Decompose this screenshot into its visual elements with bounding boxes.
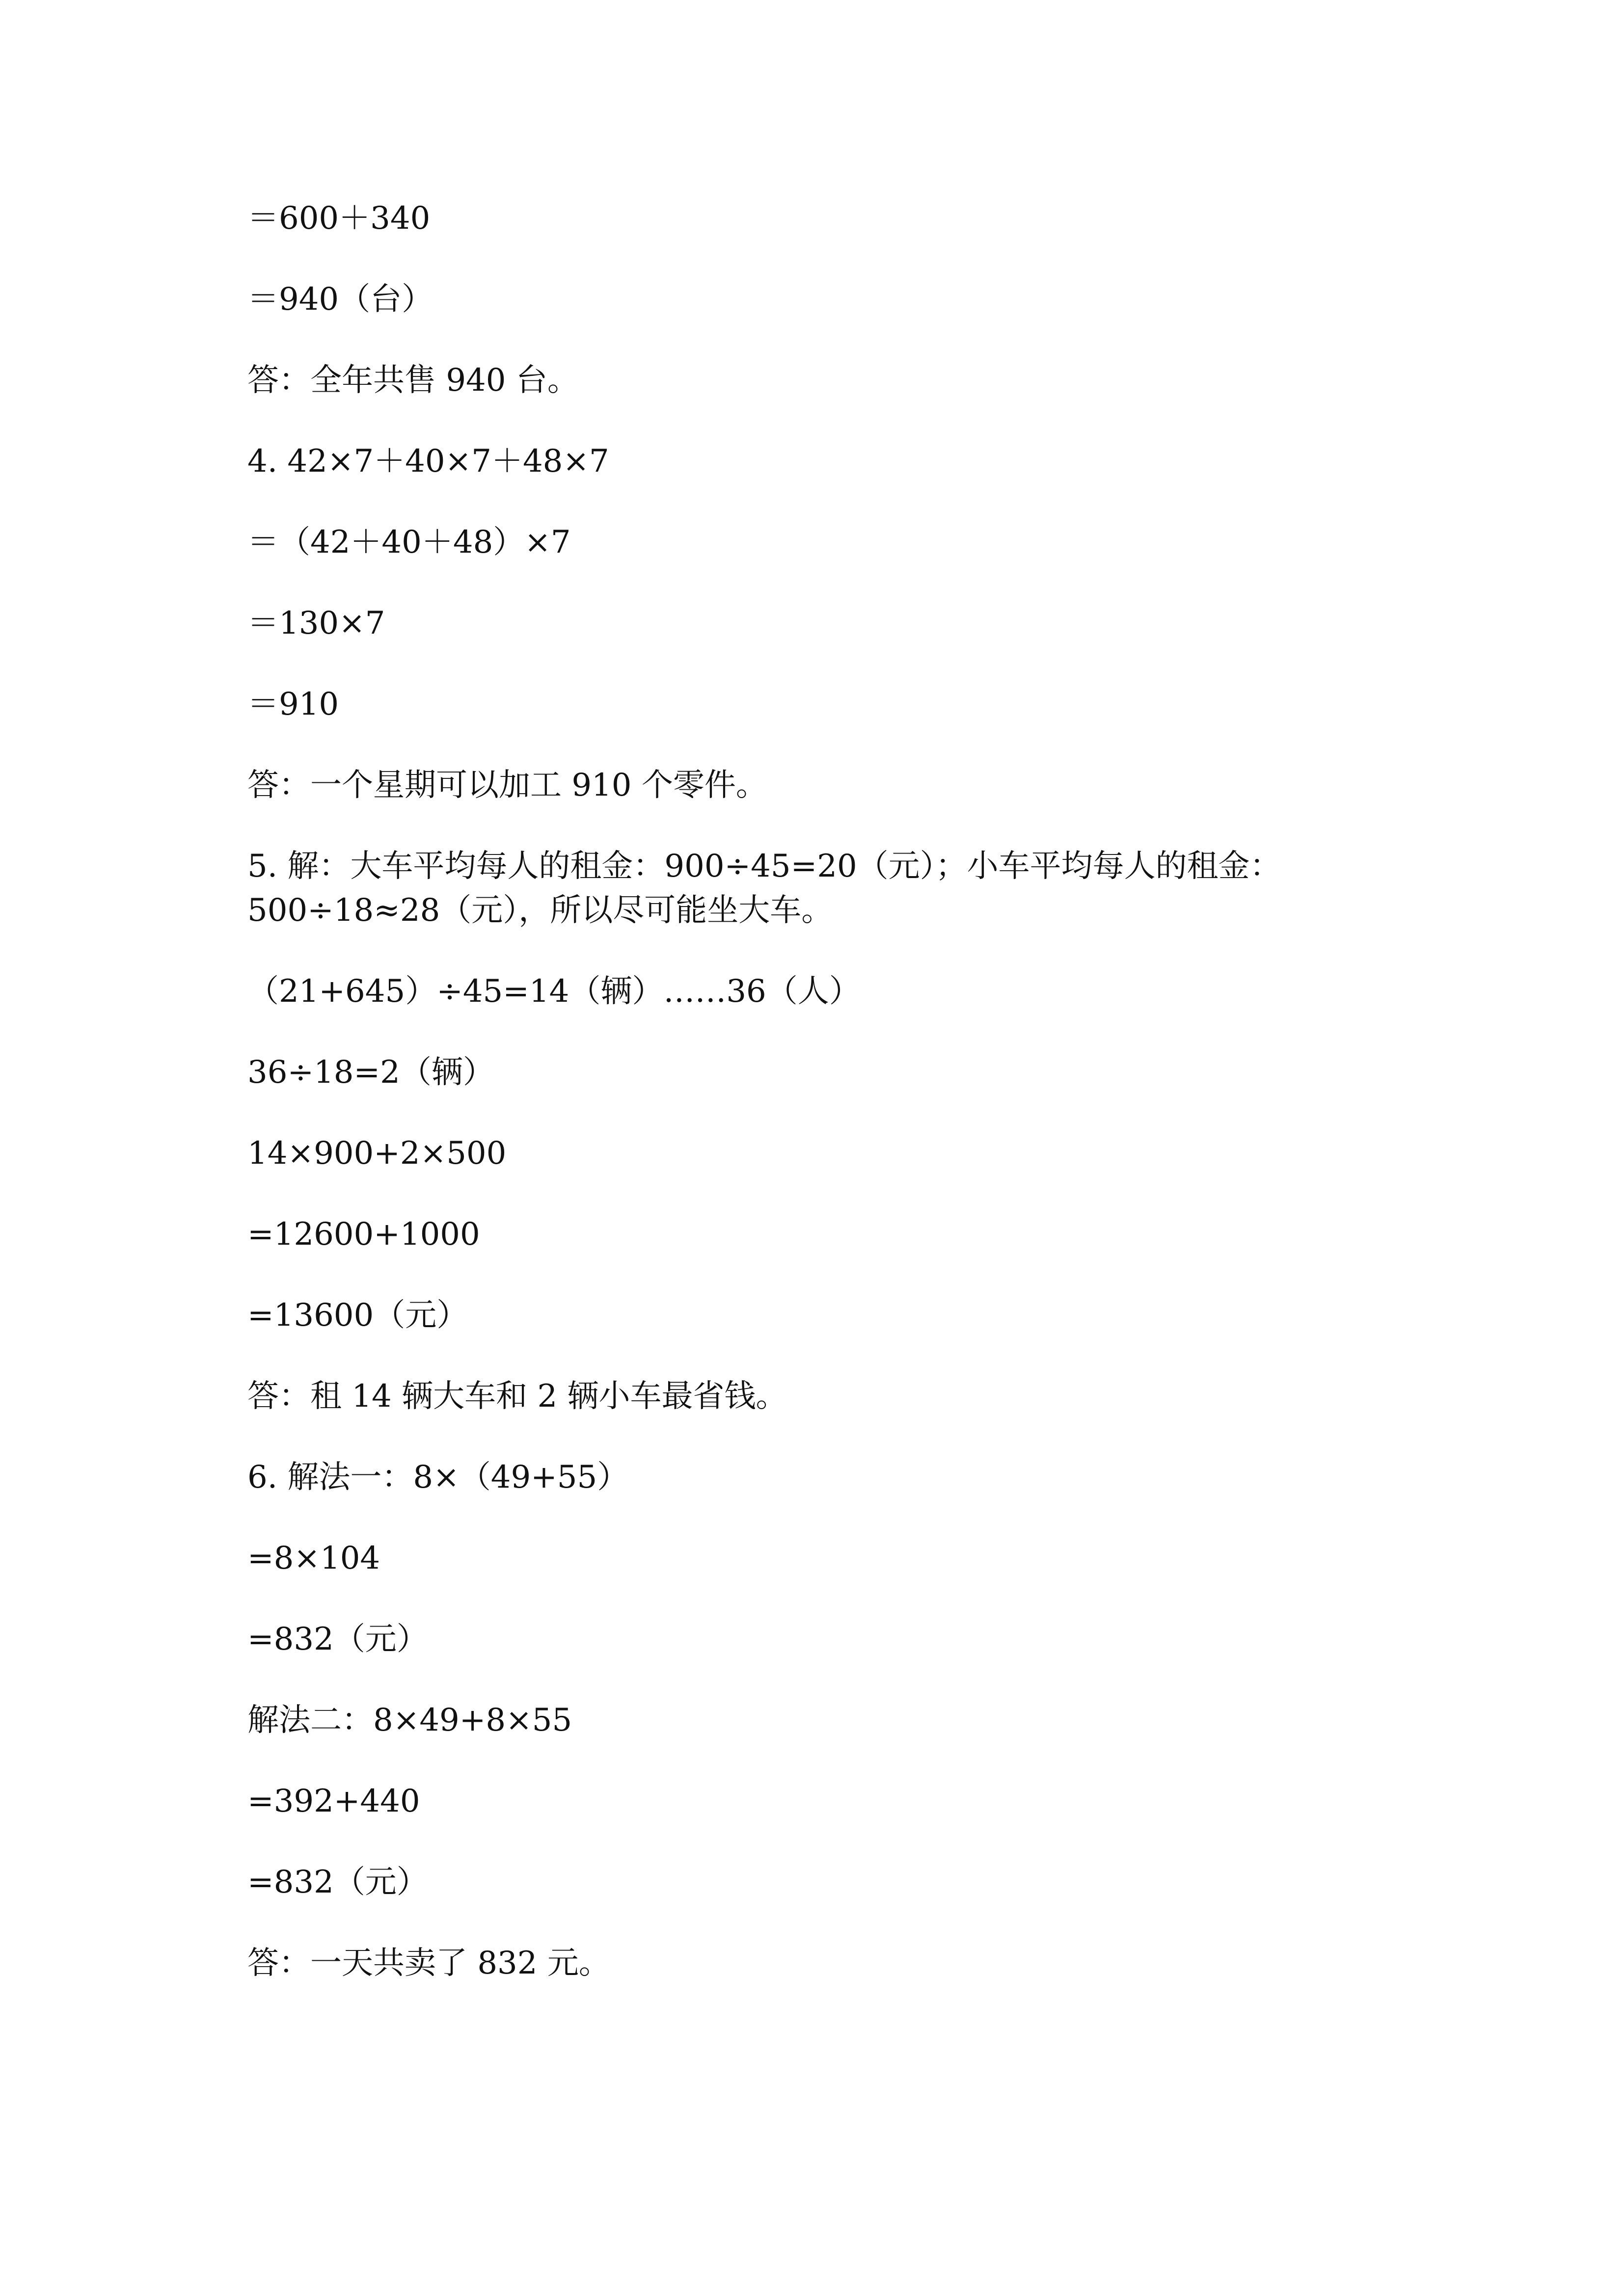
calc-line: ＝130×7: [247, 605, 385, 641]
problem-5-line: 5. 解：大车平均每人的租金：900÷45=20（元）；小车平均每人的租金：: [247, 848, 1281, 884]
calc-line: ＝940（台）: [247, 281, 433, 318]
answer-line: 答：一个星期可以加工 910 个零件。: [247, 767, 767, 803]
solution-2-line: 解法二：8×49+8×55: [247, 1702, 572, 1738]
answer-line: 答：租 14 辆大车和 2 辆小车最省钱。: [247, 1378, 787, 1415]
calc-line: =12600+1000: [247, 1216, 480, 1253]
calc-line: 36÷18=2（辆）: [247, 1054, 494, 1091]
answer-line: 答：全年共售 940 台。: [247, 362, 579, 399]
calc-line: =832（元）: [247, 1864, 428, 1900]
calc-line: =832（元）: [247, 1621, 428, 1657]
problem-5-line-continued: 500÷18≈28（元），所以尽可能坐大车。: [247, 892, 833, 929]
problem-6-line: 6. 解法一：8×（49+55）: [247, 1459, 629, 1495]
calc-line: 14×900+2×500: [247, 1135, 507, 1172]
calc-line: ＝910: [247, 686, 339, 722]
calc-line: =13600（元）: [247, 1297, 468, 1334]
calc-line: （21+645）÷45=14（辆）……36（人）: [247, 973, 861, 1010]
answer-line: 答：一天共卖了 832 元。: [247, 1945, 610, 1981]
calc-line: ＝（42＋40＋48）×7: [247, 524, 571, 561]
problem-4-line: 4. 42×7＋40×7＋48×7: [247, 443, 609, 480]
calc-line: =392+440: [247, 1783, 420, 1819]
calc-line: =8×104: [247, 1540, 380, 1576]
calc-line: ＝600＋340: [247, 200, 431, 237]
